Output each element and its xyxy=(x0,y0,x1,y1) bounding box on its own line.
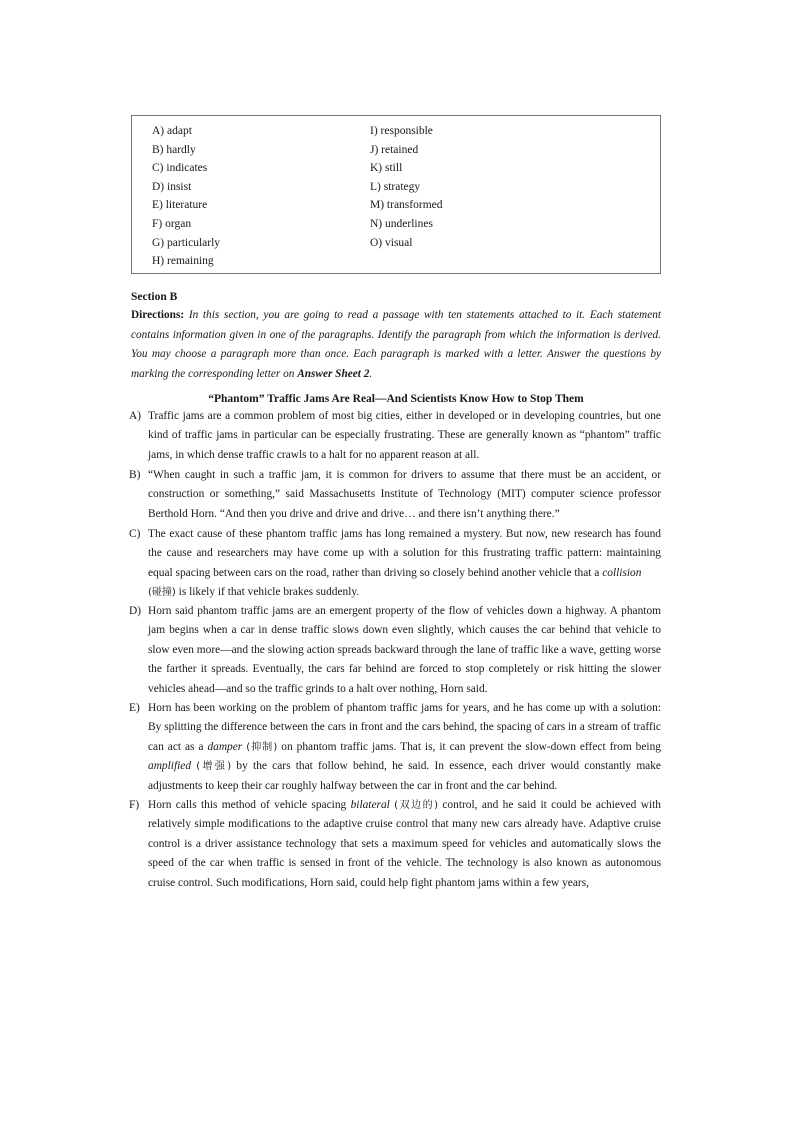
word-option: G) particularly xyxy=(152,236,221,249)
paragraph-text: on phantom traffic jams. That is, it can prevent the slow-down effect from being xyxy=(277,740,661,753)
paragraph-text: by the cars that follow behind, he said. In essence, each driver would constantly make adjustments to keep their car roughly halfway between the car in front and the car behind. xyxy=(148,760,661,792)
paragraph-e xyxy=(129,699,661,796)
paragraph-d xyxy=(129,602,661,699)
directions-text: In this section, you are going to read a passage with ten statements attached to it. Each statement contains information given in one of the paragraphs. Identify the paragraph from which the information is derived. You may choose a paragraph more than once. Each paragraph is marked with a letter. Answer the questions by marking the corresponding letter on xyxy=(131,309,662,380)
paragraph-letter: D) xyxy=(129,605,142,617)
glossed-term: collision xyxy=(602,566,642,579)
word-option: N) underlines xyxy=(370,217,433,230)
word-option: D) insist xyxy=(152,180,192,193)
directions-end: . xyxy=(369,367,373,380)
glossed-term: amplified xyxy=(148,760,192,773)
paragraph-letter: C) xyxy=(129,528,141,540)
word-bank-left-column xyxy=(152,122,220,271)
word-option: M) transformed xyxy=(370,199,443,212)
word-option: K) still xyxy=(370,162,403,175)
passage-title: “Phantom” Traffic Jams Are Real—And Scientists Know How to Stop Them xyxy=(208,393,584,405)
chinese-gloss: (增强) xyxy=(196,761,232,773)
paragraph-letter: B) xyxy=(129,469,141,481)
paragraph-f xyxy=(129,796,661,893)
word-option: A) adapt xyxy=(152,125,192,137)
word-option: C) indicates xyxy=(152,162,208,175)
chinese-gloss: (抑制) xyxy=(246,741,278,753)
paragraph-text: Traffic jams are a common problem of most big cities, either in developed or in developing countries, but one kind of traffic jams in particular can be especially frustrating. These are generally known as “phantom” traffic jams, in which dense traffic crawls to a halt for no apparent reason at all. xyxy=(148,410,661,461)
paragraph-b xyxy=(129,466,661,524)
paragraph-letter: E) xyxy=(129,702,140,714)
paragraph-text: control, and he said it could be achieved with relatively simple modifications to the adaptive cruise control that many new cars already have. Adaptive cruise control is a driver assistance technology that sets a maximum speed for vehicles and automatically slows the speed of the car when traffic is sensed in front of the vehicle. The technology is also known as autonomous cruise control. Such modifications, Horn said, could help fight phantom jams within a few years, xyxy=(148,799,661,889)
word-option: O) visual xyxy=(370,236,413,249)
paragraph-text: Horn has been working on the problem of phantom traffic jams for years, and he has come up with a solution: By splitting the difference between the cars in front and the cars behind, the spacing of cars in a stream of traffic can act as a xyxy=(148,702,661,753)
glossed-term: damper xyxy=(207,740,243,753)
section-title: Section B xyxy=(131,291,178,303)
paragraph-text: The exact cause of these phantom traffic jams has long remained a mystery. But now, new research has found the cause and researchers may have come up with a solution for this frustrating traffic pattern: maintaining equal spacing between cars on the road, rather than driving so closely behind another vehicle that a xyxy=(148,528,661,579)
directions-label: Directions: xyxy=(131,309,185,321)
word-option: I) responsible xyxy=(370,125,433,137)
paragraph-text: “When caught in such a traffic jam, it is common for drivers to assume that there must be an accident, or construction or something,” said Massachusetts Institute of Technology (MIT) computer science professor Berthold Horn. “And then you drive and drive and drive… and there isn’t anything there.” xyxy=(148,469,661,520)
directions xyxy=(131,306,661,384)
paragraph-a xyxy=(129,407,661,465)
word-option: L) strategy xyxy=(370,180,421,193)
word-option: B) hardly xyxy=(152,143,196,156)
word-bank-box xyxy=(131,115,661,274)
word-bank-right-column xyxy=(370,122,443,252)
word-option: F) organ xyxy=(152,217,192,230)
paragraph-text: Horn calls this method of vehicle spacing xyxy=(148,799,351,811)
glossed-term: bilateral xyxy=(350,799,390,811)
word-option: E) literature xyxy=(152,199,208,212)
chinese-gloss: (碰撞) xyxy=(148,587,176,599)
answer-sheet-label: Answer Sheet 2 xyxy=(297,367,370,380)
paragraph-text-end: is likely if that vehicle brakes suddenly. xyxy=(175,586,360,599)
word-option: H) remaining xyxy=(152,255,214,268)
paragraph-c xyxy=(129,525,661,603)
chinese-gloss: (双边的) xyxy=(394,800,439,811)
paragraph-letter: F) xyxy=(129,799,140,811)
paragraph-text: Horn said phantom traffic jams are an emergent property of the flow of vehicles down a highway. A phantom jam begins when a car in dense traffic slows down even slightly, which causes the car behind that vehicle to slow even more—and the slowing action spreads backward through the lane of traffic like a wave, getting worse the farther it spreads. Eventually, the cars far behind are forced to stop completely or risk hitting the slower vehicles ahead—and so the traffic grinds to a halt over nothing, Horn said. xyxy=(148,605,661,695)
word-option: J) retained xyxy=(370,143,419,156)
paragraph-letter: A) xyxy=(129,410,142,422)
